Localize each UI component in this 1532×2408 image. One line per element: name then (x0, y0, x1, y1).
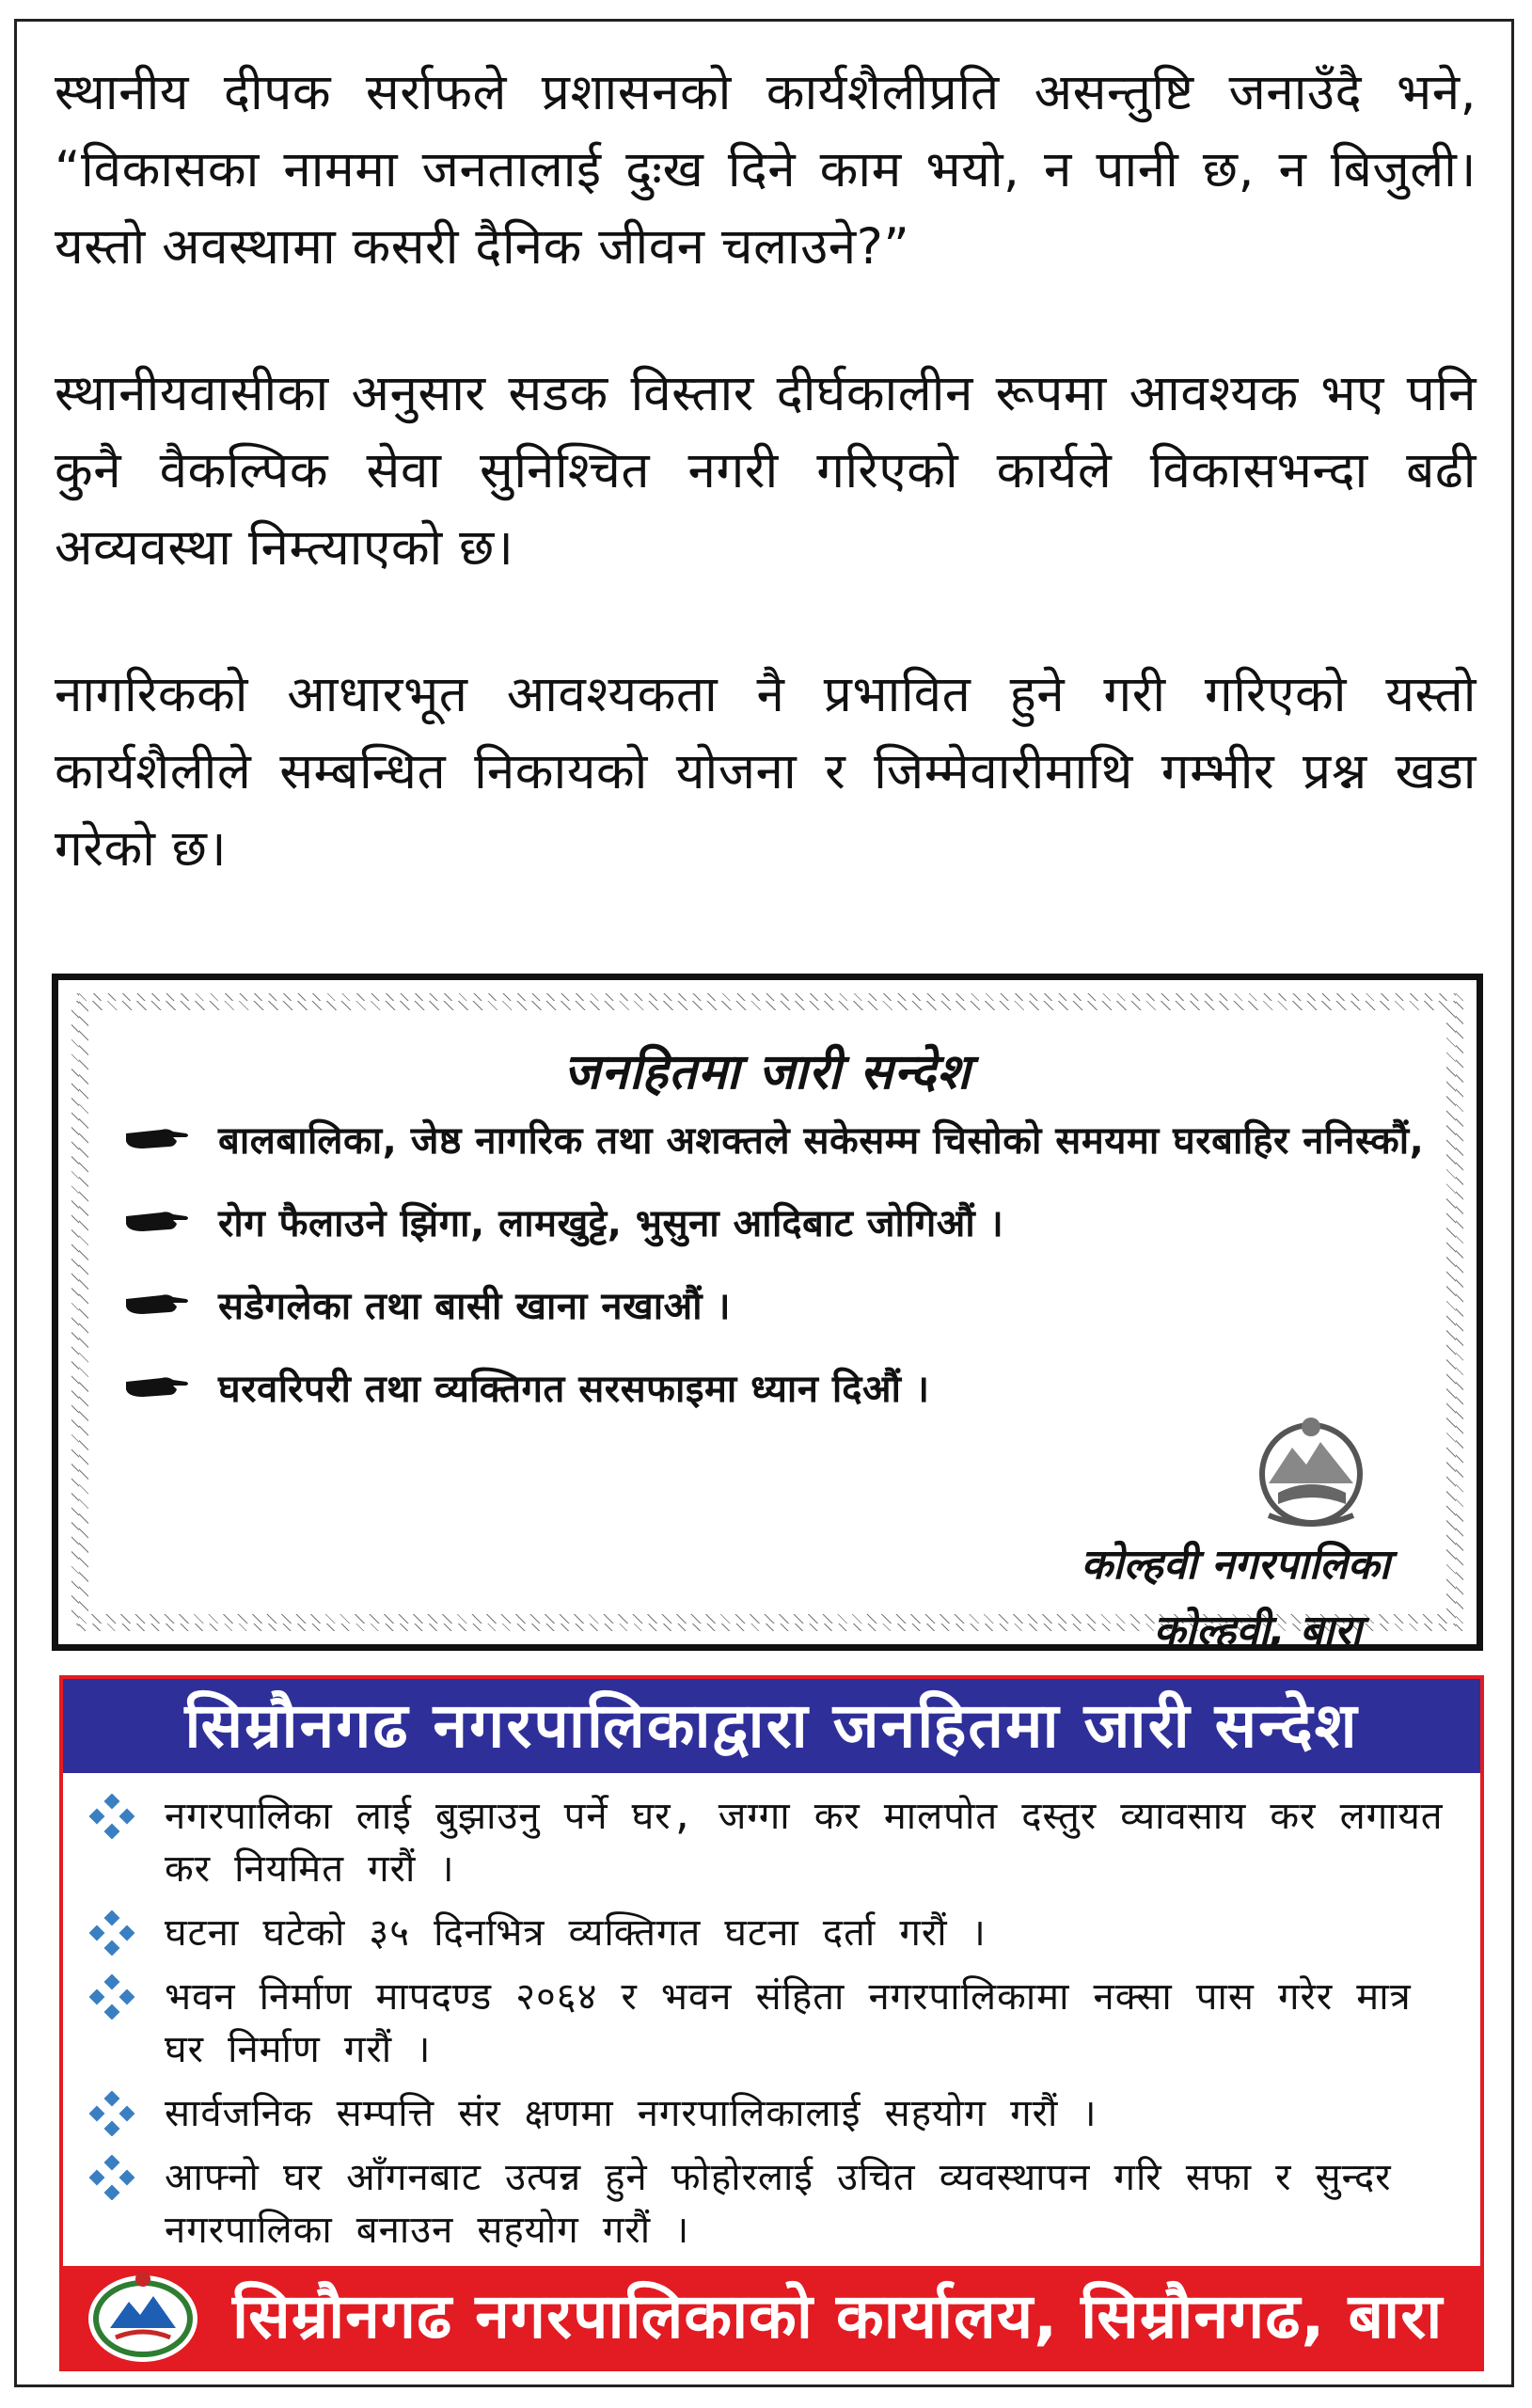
list-item-text: सार्वजनिक सम्पत्ति संर क्षणमा नगरपालिकालाई सहयोग गरौं । (165, 2092, 1098, 2135)
diamond-dots-icon (89, 1907, 165, 1959)
list-item-text: सडेगलेका तथा बासी खाना नखाऔं । (218, 1285, 732, 1328)
list-item (89, 2087, 1444, 2140)
notice-list (89, 1790, 1444, 2268)
list-item-text: रोग फैलाउने झिंगा, लामखुट्टे, भुसुना आदिबाट जोगिऔं । (218, 1202, 1004, 1245)
pointing-hand-icon (124, 1196, 218, 1244)
article-paragraph: नागरिकको आधारभूत आवश्यकता नै प्रभावित हुने गरी गरिएको यस्तो कार्यशैलीले सम्बन्धित निकायको योजना र जिम्मेवारीमाथि गम्भीर प्रश्न खडा गरेको छ। (55, 666, 1477, 878)
diamond-dots-icon (89, 1971, 165, 2023)
list-item (89, 2151, 1444, 2257)
kolhavi-public-notice (52, 974, 1483, 1655)
list-item-text: घरवरिपरी तथा व्यक्तिगत सरसफाइमा ध्यान दिऔं । (218, 1368, 930, 1411)
pointing-hand-icon (124, 1114, 218, 1161)
decorative-border (71, 993, 1463, 1655)
list-item-text: आफ्नो घर आँगनबाट उत्पन्न हुने फोहोरलाई उचित व्यवस्थापन गरि सफा र सुन्दर नगरपालिका बनाउन सहयोग गरौं । (165, 2156, 1392, 2252)
municipality-logo-icon (82, 2268, 204, 2366)
diamond-dots-icon (89, 2151, 165, 2204)
list-item-text: भवन निर्माण मापदण्ड २०६४ र भवन संहिता नगरपालिकामा नक्सा पास गरेर मात्र घर निर्माण गरौं । (165, 1975, 1412, 2071)
notice-body (88, 1010, 1446, 1655)
notice-title: जनहितमा जारी सन्देश (563, 1044, 971, 1101)
page-frame (14, 19, 1514, 2387)
municipality-name: कोल्हवी नगरपालिका (1081, 1541, 1390, 1589)
simraungadh-public-notice (59, 1675, 1484, 2371)
notice-footer (63, 2266, 1480, 2368)
municipality-address: कोल्हवी, बारा (1153, 1607, 1362, 1655)
nepal-emblem-icon (1240, 1410, 1382, 1532)
news-article (55, 55, 1477, 958)
list-item (89, 1790, 1444, 1895)
list-item-text: बालबालिका, जेष्ठ नागरिक तथा अशक्तले सकेसम्म चिसोको समयमा घरबाहिर ननिस्कौं, (218, 1119, 1425, 1163)
list-item-text: नगरपालिका लाई बुझाउनु पर्ने घर, जग्गा कर मालपोत दस्तुर व्यावसाय कर लगायत कर नियमित गरौं । (165, 1795, 1444, 1891)
article-paragraph: स्थानीयवासीका अनुसार सडक विस्तार दीर्घकालीन रूपमा आवश्यक भए पनि कुनै वैकल्पिक सेवा सुनिश्चित नगरी गरिएको कार्यले विकासभन्दा बढी अव्यवस्था निम्त्याएको छ। (55, 365, 1477, 577)
list-item (124, 1196, 1460, 1251)
office-name: सिम्रौनगढ नगरपालिकाको कार्यालय, सिम्रौनगढ, बारा (232, 2280, 1444, 2353)
list-item-text: घटना घटेको ३५ दिनभित्र व्यक्तिगत घटना दर्ता गरौं । (165, 1911, 987, 1955)
list-item (124, 1114, 1460, 1168)
list-item (124, 1362, 1460, 1417)
diamond-dots-icon (89, 2087, 165, 2140)
list-item (89, 1971, 1444, 2076)
article-paragraph: स्थानीय दीपक सर्राफले प्रशासनको कार्यशैलीप्रति असन्तुष्टि जनाउँदै भने, “विकासका नाममा जनतालाई दुःख दिने काम भयो, न पानी छ, न बिजुली। यस्तो अवस्थामा कसरी दैनिक जीवन चलाउने?” (55, 64, 1477, 276)
notice-list (124, 1114, 1460, 1445)
signature-block (1081, 1532, 1390, 1664)
list-item (124, 1279, 1460, 1334)
notice-header: सिम्रौनगढ नगरपालिकाद्वारा जनहितमा जारी सन्देश (63, 1679, 1480, 1773)
diamond-dots-icon (89, 1790, 165, 1843)
pointing-hand-icon (124, 1279, 218, 1326)
pointing-hand-icon (124, 1362, 218, 1409)
list-item (89, 1907, 1444, 1959)
